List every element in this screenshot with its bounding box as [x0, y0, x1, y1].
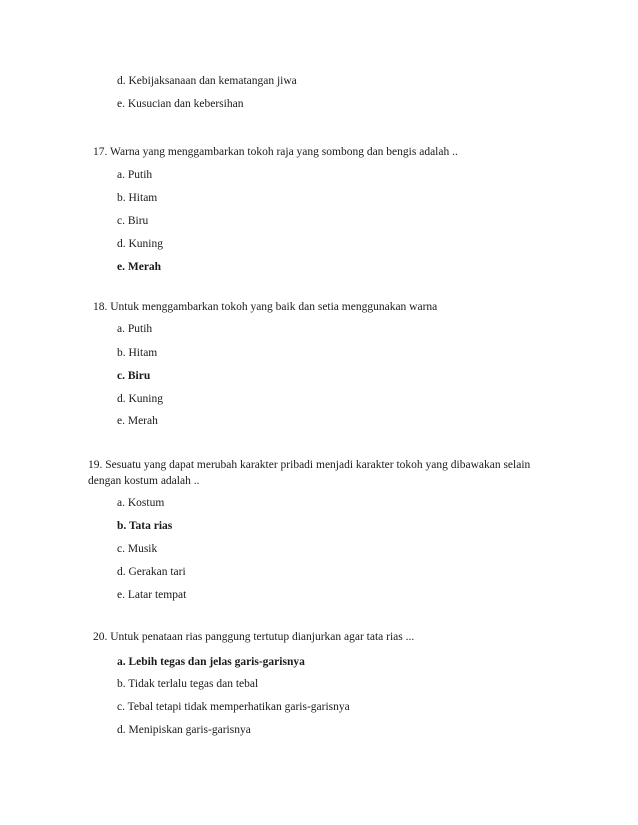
q17-option-e-answer: e. Merah	[117, 261, 162, 273]
question-18: 18. Untuk menggambarkan tokoh yang baik dan setia menggunakan warna	[93, 301, 438, 313]
q17-option-a: a. Putih	[117, 169, 153, 181]
question-20: 20. Untuk penataan rias panggung tertutup dianjurkan agar tata rias ...	[93, 631, 415, 643]
q18-option-a: a. Putih	[117, 323, 153, 335]
q20-option-d: d. Menipiskan garis-garisnya	[117, 724, 251, 736]
q19-option-b-answer: b. Tata rias	[117, 520, 173, 532]
q19-option-d: d. Gerakan tari	[117, 566, 186, 578]
q18-option-c-answer: c. Biru	[117, 370, 151, 382]
q17-option-c: c. Biru	[117, 215, 149, 227]
question-17: 17. Warna yang menggambarkan tokoh raja yang sombong dan bengis adalah ..	[93, 146, 458, 158]
q19-option-a: a. Kostum	[117, 497, 165, 509]
q19-option-e: e. Latar tempat	[117, 589, 187, 601]
q17-option-b: b. Hitam	[117, 192, 158, 204]
q18-option-d: d. Kuning	[117, 393, 163, 405]
q20-option-c: c. Tebal tetapi tidak memperhatikan garis-garisnya	[117, 701, 350, 713]
question-19: 19. Sesuatu yang dapat merubah karakter pribadi menjadi karakter tokoh yang dibawakan selain dengan kostum adalah ..	[88, 459, 531, 487]
q20-option-b: b. Tidak terlalu tegas dan tebal	[117, 678, 259, 690]
option-e-prev: e. Kusucian dan kebersihan	[117, 98, 244, 110]
q20-option-a-answer: a. Lebih tegas dan jelas garis-garisnya	[117, 656, 305, 668]
q18-option-e: e. Merah	[117, 415, 158, 427]
option-d-prev: d. Kebijaksanaan dan kematangan jiwa	[117, 75, 297, 87]
q18-option-b: b. Hitam	[117, 347, 158, 359]
q17-option-d: d. Kuning	[117, 238, 163, 250]
q19-option-c: c. Musik	[117, 543, 158, 555]
